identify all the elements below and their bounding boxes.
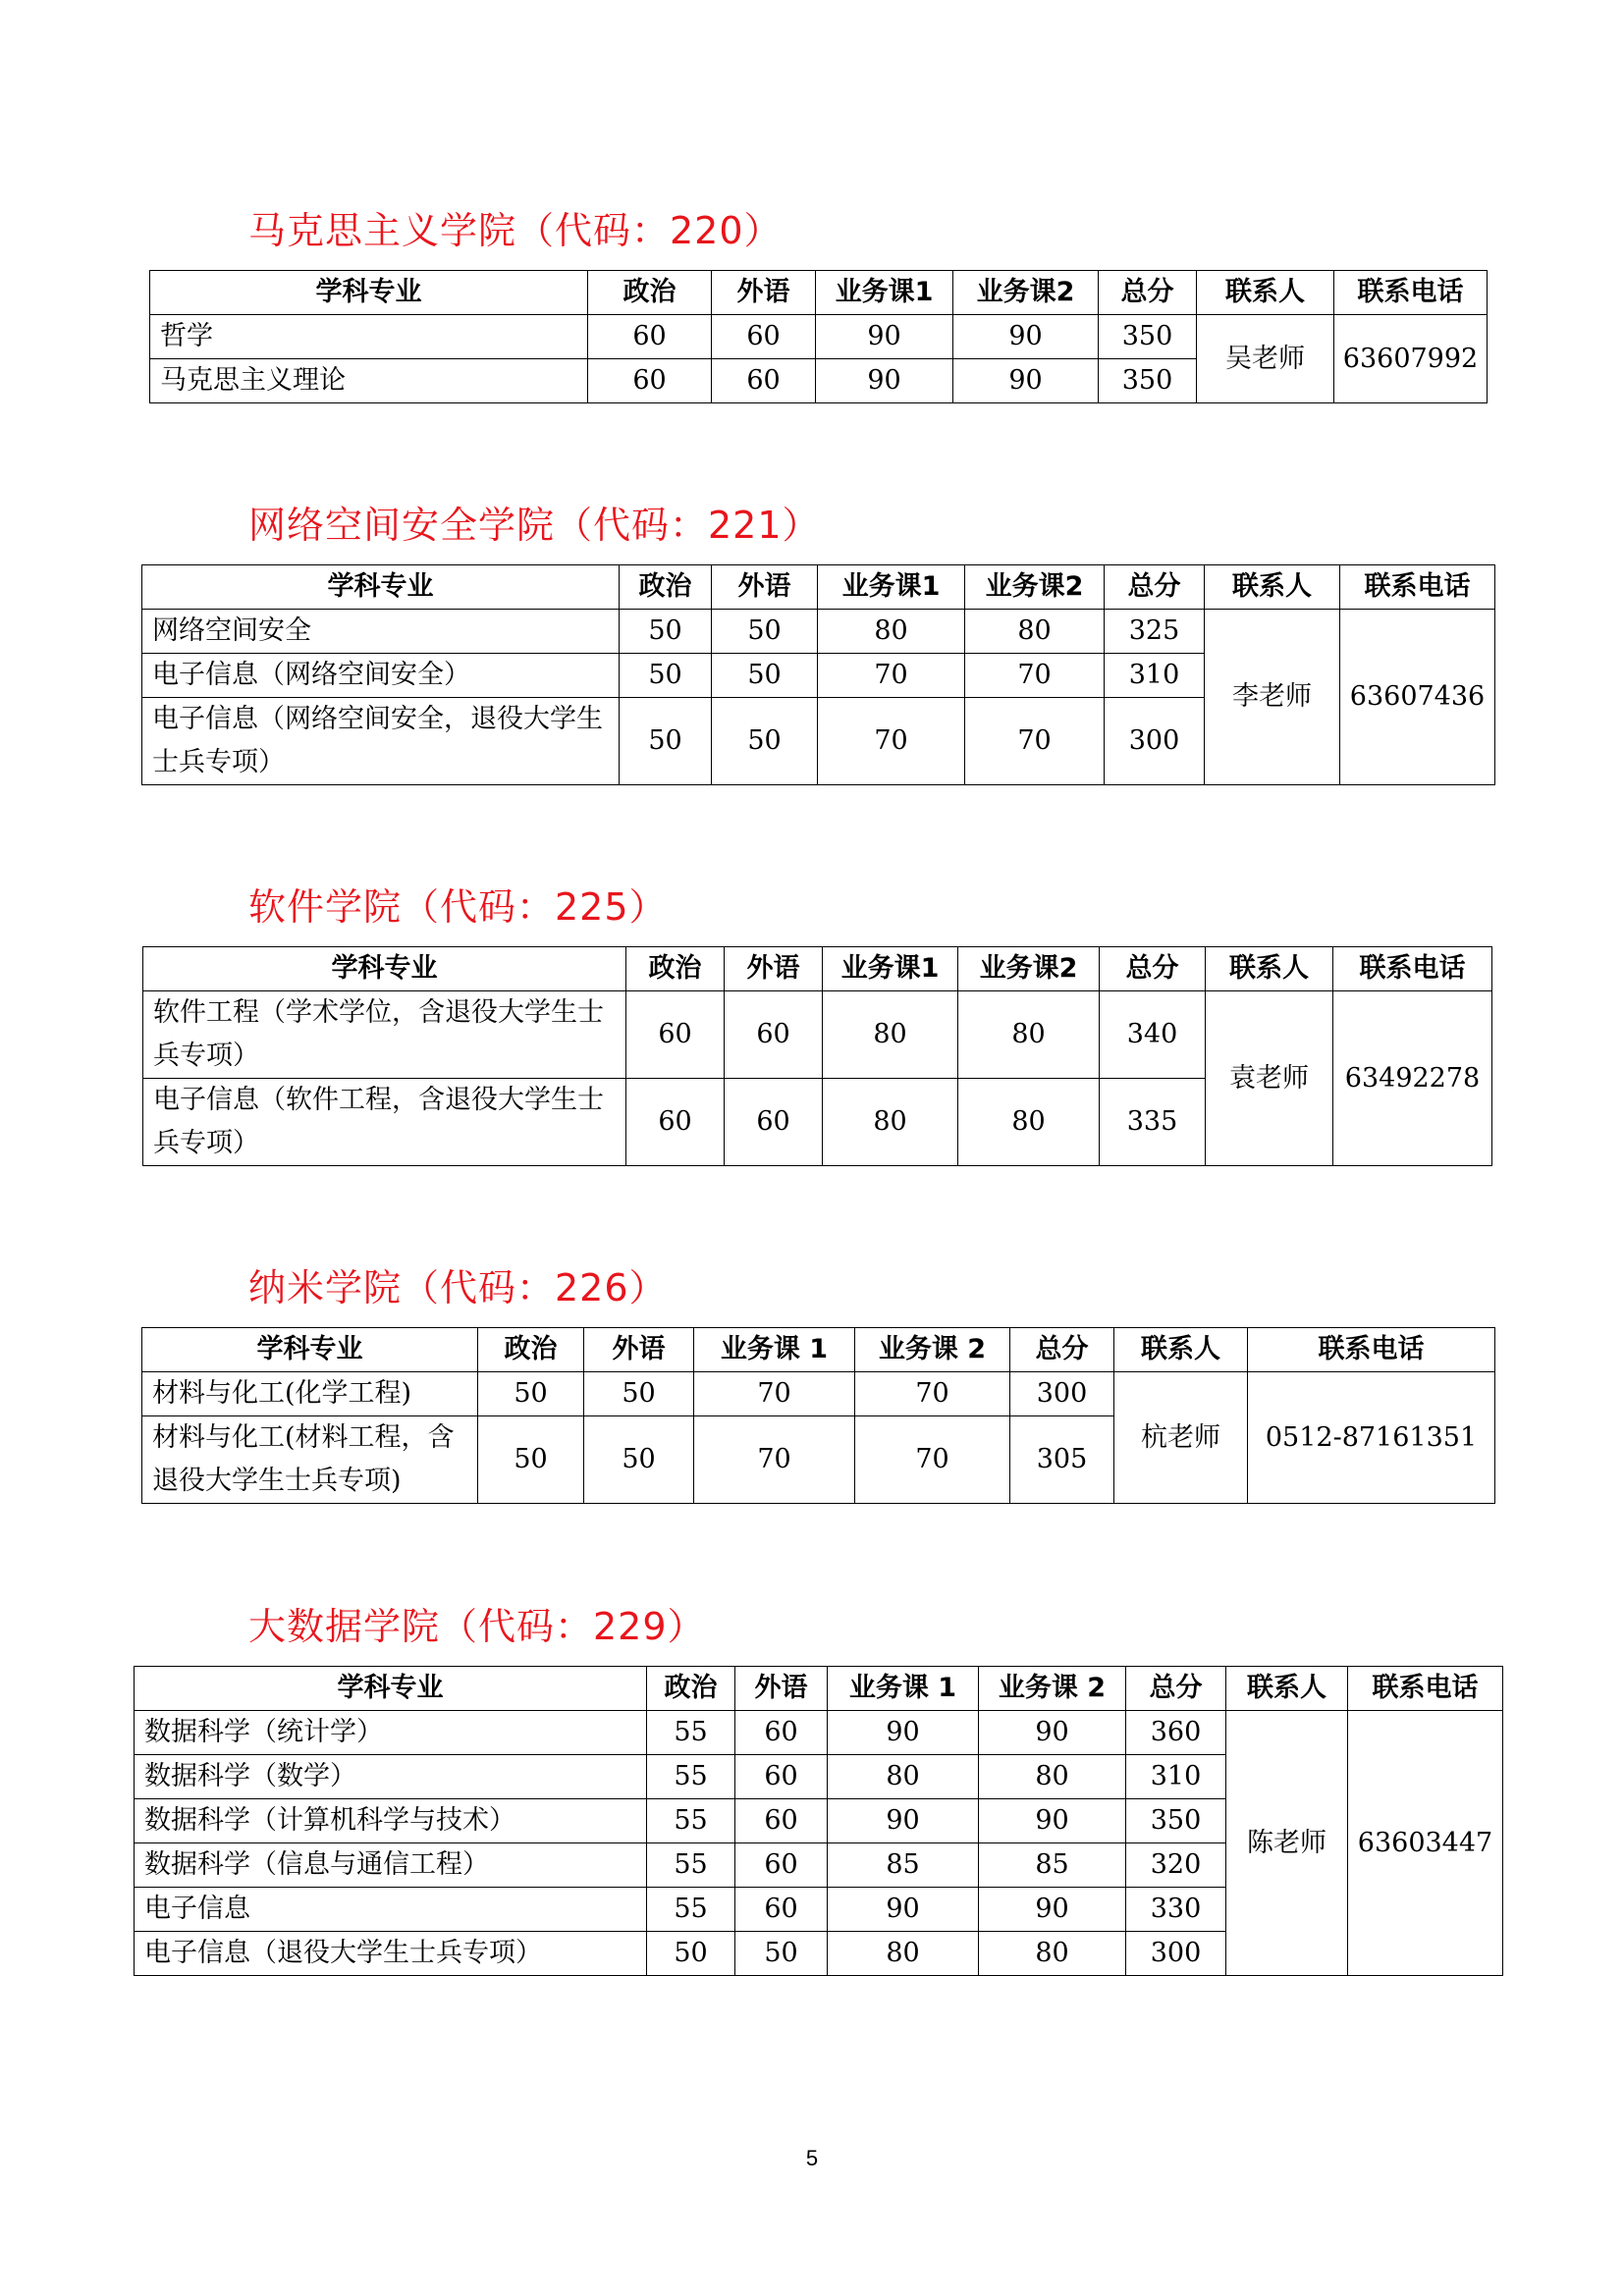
total-cell: 350 [1099, 359, 1197, 403]
course2-cell: 70 [965, 698, 1105, 785]
politics-cell: 60 [626, 991, 725, 1079]
header-politics: 政治 [620, 565, 712, 610]
total-cell: 300 [1105, 698, 1205, 785]
header-major: 学科专业 [150, 271, 588, 315]
header-politics: 政治 [626, 947, 725, 991]
phone-cell: 63607992 [1334, 315, 1488, 403]
header-major: 学科专业 [143, 947, 626, 991]
politics-cell: 50 [478, 1416, 584, 1504]
table-header-row [142, 565, 1495, 610]
course2-cell: 90 [979, 1711, 1126, 1755]
course1-cell: 90 [816, 315, 953, 359]
course1-cell: 70 [818, 698, 965, 785]
politics-cell: 60 [626, 1079, 725, 1166]
header-language: 外语 [712, 565, 818, 610]
course2-cell: 90 [979, 1888, 1126, 1932]
total-cell: 330 [1126, 1888, 1226, 1932]
politics-cell: 55 [647, 1799, 735, 1843]
course2-cell: 85 [979, 1843, 1126, 1888]
course2-cell: 80 [979, 1932, 1126, 1976]
language-cell: 60 [735, 1755, 828, 1799]
language-cell: 60 [712, 359, 816, 403]
politics-cell: 55 [647, 1843, 735, 1888]
college-heading-226: 纳米学院（代码：226） [248, 1266, 668, 1309]
score-table-229 [134, 1666, 1503, 1976]
table-row [142, 1372, 1495, 1416]
score-table-225 [142, 946, 1492, 1166]
major-cell: 哲学 [150, 315, 588, 359]
table-header-row [142, 1328, 1495, 1372]
language-cell: 60 [725, 991, 823, 1079]
course1-cell: 80 [828, 1932, 979, 1976]
course2-cell: 80 [958, 991, 1100, 1079]
course1-cell: 90 [816, 359, 953, 403]
total-cell: 300 [1126, 1932, 1226, 1976]
header-contact: 联系人 [1197, 271, 1334, 315]
major-cell: 材料与化工(化学工程) [142, 1372, 478, 1416]
header-phone: 联系电话 [1348, 1667, 1503, 1711]
college-heading-220: 马克思主义学院（代码：220） [248, 209, 783, 252]
table-header-row [143, 947, 1492, 991]
language-cell: 50 [735, 1932, 828, 1976]
total-cell: 325 [1105, 610, 1205, 654]
politics-cell: 50 [478, 1372, 584, 1416]
course1-cell: 90 [828, 1799, 979, 1843]
header-phone: 联系电话 [1340, 565, 1495, 610]
header-politics: 政治 [478, 1328, 584, 1372]
language-cell: 60 [712, 315, 816, 359]
table-row [142, 610, 1495, 654]
course2-cell: 90 [953, 359, 1099, 403]
total-cell: 300 [1010, 1372, 1114, 1416]
header-course1: 业务课 1 [828, 1667, 979, 1711]
phone-cell: 63607436 [1340, 610, 1495, 785]
language-cell: 60 [735, 1843, 828, 1888]
course1-cell: 80 [823, 1079, 958, 1166]
total-cell: 340 [1100, 991, 1206, 1079]
language-cell: 60 [735, 1888, 828, 1932]
course2-cell: 90 [979, 1799, 1126, 1843]
major-cell: 电子信息（退役大学生士兵专项） [135, 1932, 647, 1976]
header-contact: 联系人 [1206, 947, 1333, 991]
total-cell: 350 [1126, 1799, 1226, 1843]
course2-cell: 80 [979, 1755, 1126, 1799]
header-course1: 业务课1 [823, 947, 958, 991]
language-cell: 50 [584, 1372, 694, 1416]
language-cell: 60 [725, 1079, 823, 1166]
header-phone: 联系电话 [1248, 1328, 1495, 1372]
header-course1: 业务课1 [818, 565, 965, 610]
major-cell: 软件工程（学术学位，含退役大学生士兵专项） [143, 991, 626, 1079]
header-course2: 业务课 2 [855, 1328, 1010, 1372]
major-cell: 数据科学（统计学） [135, 1711, 647, 1755]
phone-cell: 0512-87161351 [1248, 1372, 1495, 1504]
score-table-220 [149, 270, 1488, 403]
total-cell: 335 [1100, 1079, 1206, 1166]
header-total: 总分 [1126, 1667, 1226, 1711]
contact-cell: 杭老师 [1114, 1372, 1248, 1504]
course1-cell: 80 [823, 991, 958, 1079]
course1-cell: 90 [828, 1711, 979, 1755]
total-cell: 350 [1099, 315, 1197, 359]
header-phone: 联系电话 [1334, 271, 1488, 315]
score-table-221 [141, 564, 1495, 785]
total-cell: 310 [1105, 654, 1205, 698]
header-major: 学科专业 [135, 1667, 647, 1711]
header-major: 学科专业 [142, 1328, 478, 1372]
header-contact: 联系人 [1226, 1667, 1348, 1711]
politics-cell: 50 [620, 610, 712, 654]
total-cell: 310 [1126, 1755, 1226, 1799]
politics-cell: 55 [647, 1711, 735, 1755]
major-cell: 电子信息（软件工程，含退役大学生士兵专项） [143, 1079, 626, 1166]
course1-cell: 70 [694, 1416, 855, 1504]
page-number: 5 [805, 2146, 819, 2170]
table-row [135, 1711, 1503, 1755]
course2-cell: 70 [855, 1372, 1010, 1416]
language-cell: 60 [735, 1799, 828, 1843]
table-row [150, 315, 1488, 359]
total-cell: 360 [1126, 1711, 1226, 1755]
course2-cell: 80 [958, 1079, 1100, 1166]
major-cell: 马克思主义理论 [150, 359, 588, 403]
header-language: 外语 [712, 271, 816, 315]
college-heading-225: 软件学院（代码：225） [248, 885, 668, 929]
major-cell: 数据科学（信息与通信工程） [135, 1843, 647, 1888]
contact-cell: 吴老师 [1197, 315, 1334, 403]
phone-cell: 63603447 [1348, 1711, 1503, 1976]
politics-cell: 55 [647, 1888, 735, 1932]
table-header-row [135, 1667, 1503, 1711]
major-cell: 电子信息 [135, 1888, 647, 1932]
politics-cell: 50 [620, 654, 712, 698]
header-major: 学科专业 [142, 565, 620, 610]
total-cell: 305 [1010, 1416, 1114, 1504]
phone-cell: 63492278 [1333, 991, 1492, 1166]
course2-cell: 70 [855, 1416, 1010, 1504]
course1-cell: 80 [828, 1755, 979, 1799]
contact-cell: 李老师 [1205, 610, 1340, 785]
language-cell: 50 [712, 610, 818, 654]
language-cell: 50 [584, 1416, 694, 1504]
politics-cell: 50 [620, 698, 712, 785]
politics-cell: 50 [647, 1932, 735, 1976]
course2-cell: 80 [965, 610, 1105, 654]
major-cell: 数据科学（计算机科学与技术） [135, 1799, 647, 1843]
contact-cell: 袁老师 [1206, 991, 1333, 1166]
major-cell: 材料与化工(材料工程，含退役大学生士兵专项) [142, 1416, 478, 1504]
header-politics: 政治 [647, 1667, 735, 1711]
politics-cell: 60 [588, 315, 712, 359]
language-cell: 50 [712, 698, 818, 785]
course1-cell: 70 [694, 1372, 855, 1416]
header-politics: 政治 [588, 271, 712, 315]
header-course1: 业务课 1 [694, 1328, 855, 1372]
politics-cell: 55 [647, 1755, 735, 1799]
course1-cell: 70 [818, 654, 965, 698]
major-cell: 电子信息（网络空间安全） [142, 654, 620, 698]
header-phone: 联系电话 [1333, 947, 1492, 991]
college-heading-229: 大数据学院（代码：229） [248, 1605, 706, 1648]
course1-cell: 85 [828, 1843, 979, 1888]
score-table-226 [141, 1327, 1495, 1504]
header-course1: 业务课1 [816, 271, 953, 315]
course1-cell: 90 [828, 1888, 979, 1932]
contact-cell: 陈老师 [1226, 1711, 1348, 1976]
header-total: 总分 [1099, 271, 1197, 315]
header-course2: 业务课 2 [979, 1667, 1126, 1711]
total-cell: 320 [1126, 1843, 1226, 1888]
header-contact: 联系人 [1114, 1328, 1248, 1372]
header-language: 外语 [725, 947, 823, 991]
major-cell: 电子信息（网络空间安全，退役大学生士兵专项） [142, 698, 620, 785]
header-total: 总分 [1100, 947, 1206, 991]
header-language: 外语 [584, 1328, 694, 1372]
major-cell: 数据科学（数学） [135, 1755, 647, 1799]
course2-cell: 70 [965, 654, 1105, 698]
language-cell: 60 [735, 1711, 828, 1755]
header-total: 总分 [1010, 1328, 1114, 1372]
major-cell: 网络空间安全 [142, 610, 620, 654]
college-heading-221: 网络空间安全学院（代码：221） [248, 504, 821, 547]
header-course2: 业务课2 [965, 565, 1105, 610]
politics-cell: 60 [588, 359, 712, 403]
table-header-row [150, 271, 1488, 315]
header-total: 总分 [1105, 565, 1205, 610]
course1-cell: 80 [818, 610, 965, 654]
header-contact: 联系人 [1205, 565, 1340, 610]
language-cell: 50 [712, 654, 818, 698]
header-course2: 业务课2 [958, 947, 1100, 991]
header-course2: 业务课2 [953, 271, 1099, 315]
course2-cell: 90 [953, 315, 1099, 359]
header-language: 外语 [735, 1667, 828, 1711]
table-row [143, 991, 1492, 1079]
